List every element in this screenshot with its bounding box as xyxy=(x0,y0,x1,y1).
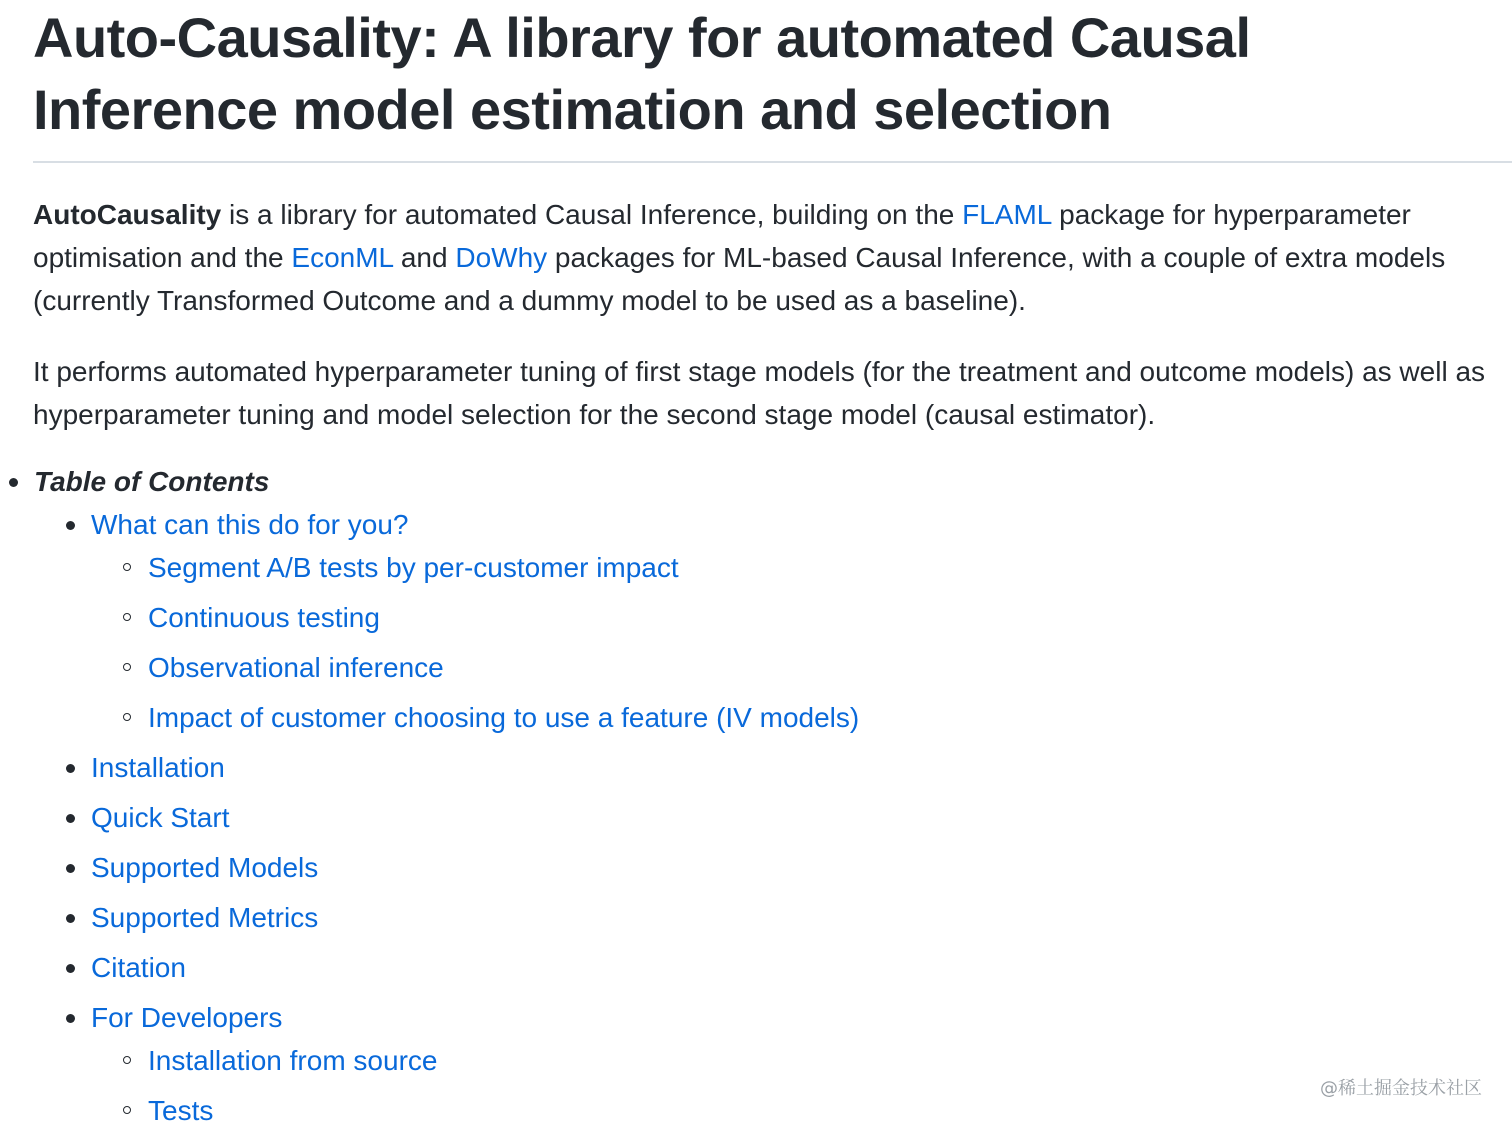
circle-bullet-icon xyxy=(123,1056,131,1064)
toc-link-installation[interactable]: Installation xyxy=(91,752,225,783)
intro-text-3: and xyxy=(393,242,456,273)
title-divider xyxy=(33,161,1512,163)
toc-link-tests[interactable]: Tests xyxy=(148,1095,214,1126)
circle-bullet-icon xyxy=(123,713,131,721)
bullet-icon xyxy=(66,764,75,773)
toc-link-quick-start[interactable]: Quick Start xyxy=(91,802,230,833)
tuning-paragraph: It performs automated hyperparameter tuning of first stage models (for the treatment and outcome models) as well as hyperparameter tuning and model selection for the second stage model (causal estimator). xyxy=(33,356,1486,430)
intro-text-1: is a library for automated Causal Inference, building on the xyxy=(221,199,963,230)
intro-text-2: package for hyperparameter optimisation and the xyxy=(33,199,1411,273)
circle-bullet-icon xyxy=(123,613,131,621)
toc-link-supported-metrics[interactable]: Supported Metrics xyxy=(91,902,319,933)
toc-link-installation-from-source[interactable]: Installation from source xyxy=(148,1045,438,1076)
toc-link-for-developers[interactable]: For Developers xyxy=(91,1002,283,1033)
bullet-icon xyxy=(9,478,18,487)
bullet-icon xyxy=(66,864,75,873)
econml-link[interactable]: EconML xyxy=(291,242,394,273)
circle-bullet-icon xyxy=(123,663,131,671)
bullet-icon xyxy=(66,1014,75,1023)
toc-link-continuous-testing[interactable]: Continuous testing xyxy=(148,602,380,633)
page-title: Auto-Causality: A library for automated Causal Inference model estimation and selection xyxy=(33,6,1251,141)
toc-title: Table of Contents xyxy=(34,466,270,497)
readme-content xyxy=(33,0,1512,436)
toc-link-iv-models[interactable]: Impact of customer choosing to use a feature (IV models) xyxy=(148,702,860,733)
toc-link-what-can-this-do[interactable]: What can this do for you? xyxy=(91,509,409,540)
bullet-icon xyxy=(66,814,75,823)
flaml-link[interactable]: FLAML xyxy=(962,199,1052,230)
watermark: @稀土掘金技术社区 xyxy=(1320,1078,1482,1099)
dowhy-link[interactable]: DoWhy xyxy=(455,242,548,273)
intro-text-4: packages for ML-based Causal Inference, with a couple of extra models (currently Transformed Outcome and a dummy model to be used as a baseline). xyxy=(33,242,1446,316)
bullet-icon xyxy=(66,964,75,973)
circle-bullet-icon xyxy=(123,1106,131,1114)
toc-link-segment-ab-tests[interactable]: Segment A/B tests by per-customer impact xyxy=(148,552,679,583)
toc-link-supported-models[interactable]: Supported Models xyxy=(91,852,319,883)
toc-link-observational-inference[interactable]: Observational inference xyxy=(148,652,444,683)
intro-paragraph xyxy=(33,193,1503,322)
circle-bullet-icon xyxy=(123,563,131,571)
bullet-icon xyxy=(66,914,75,923)
toc-link-citation[interactable]: Citation xyxy=(91,952,186,983)
bullet-icon xyxy=(66,521,75,530)
intro-lead: AutoCausality xyxy=(33,199,222,230)
